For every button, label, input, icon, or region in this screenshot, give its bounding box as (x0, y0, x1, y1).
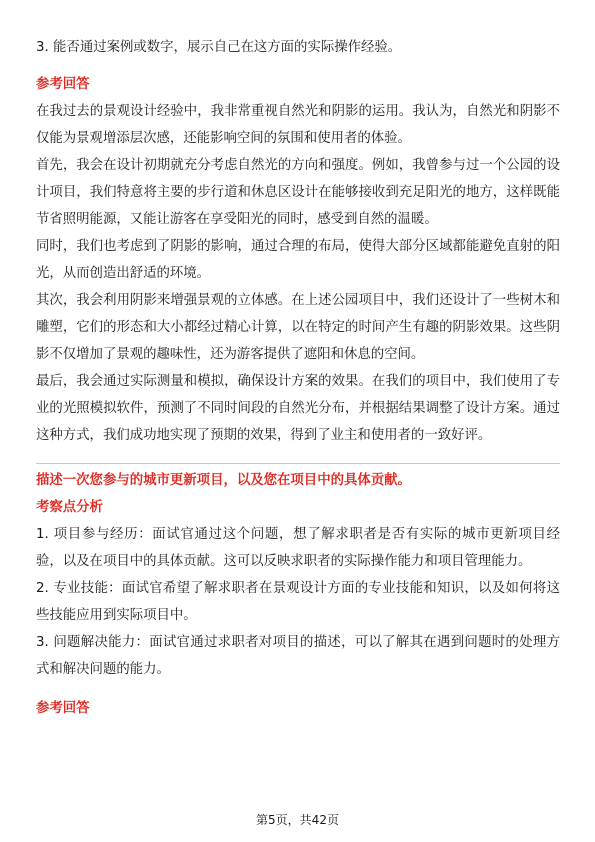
page-content (36, 34, 560, 722)
interview-question: 描述一次您参与的城市更新项目，以及您在项目中的具体贡献。 (36, 473, 411, 488)
page-number: 第5页，共42页 (256, 813, 339, 827)
answer-paragraph: 同时，我们也考虑到了阴影的影响，通过合理的布局，使得大部分区域都能避免直射的阳光，从而创造出舒适的环境。 (36, 239, 560, 281)
answer-paragraph: 最后，我会通过实际测量和模拟，确保设计方案的效果。在我们的项目中，我们使用了专业的光照模拟软件，预测了不同时间段的自然光分布，并根据结果调整了设计方案。通过这种方式，我们成功地实现了预期的效果，得到了业主和使用者的一致好评。 (36, 374, 560, 443)
analysis-point-2: 2. 专业技能：面试官希望了解求职者在景观设计方面的专业技能和知识，以及如何将这些技能应用到实际项目中。 (36, 581, 560, 623)
analysis-point-3: 3. 问题解决能力：面试官通过求职者对项目的描述，可以了解其在遇到问题时的处理方式和解决问题的能力。 (36, 635, 560, 677)
reference-answer-heading: 参考回答 (36, 77, 90, 92)
reference-answer-heading-2: 参考回答 (36, 701, 90, 716)
answer-paragraph: 首先，我会在设计初期就充分考虑自然光的方向和强度。例如，我曾参与过一个公园的设计项目，我们特意将主要的步行道和休息区设计在能够接收到充足阳光的地方，这样既能节省照明能源，又能让游客在享受阳光的同时，感受到自然的温暖。 (36, 158, 560, 227)
answer-paragraph: 其次，我会利用阴影来增强景观的立体感。在上述公园项目中，我们还设计了一些树木和雕塑，它们的形态和大小都经过精心计算，以在特定的时间产生有趣的阴影效果。这些阴影不仅增加了景观的趣味性，还为游客提供了遮阳和休息的空间。 (36, 293, 560, 362)
analysis-point-1: 1. 项目参与经历：面试官通过这个问题，想了解求职者是否有实际的城市更新项目经验，以及在项目中的具体贡献。这可以反映求职者的实际操作能力和项目管理能力。 (36, 527, 560, 569)
analysis-heading: 考察点分析 (36, 500, 103, 515)
evaluation-point-3: 3. 能否通过案例或数字，展示自己在这方面的实际操作经验。 (36, 40, 402, 55)
answer-paragraph: 在我过去的景观设计经验中，我非常重视自然光和阴影的运用。我认为，自然光和阴影不仅能为景观增添层次感，还能影响空间的氛围和使用者的体验。 (36, 104, 560, 146)
spacer (36, 683, 560, 695)
section-divider (36, 463, 560, 464)
